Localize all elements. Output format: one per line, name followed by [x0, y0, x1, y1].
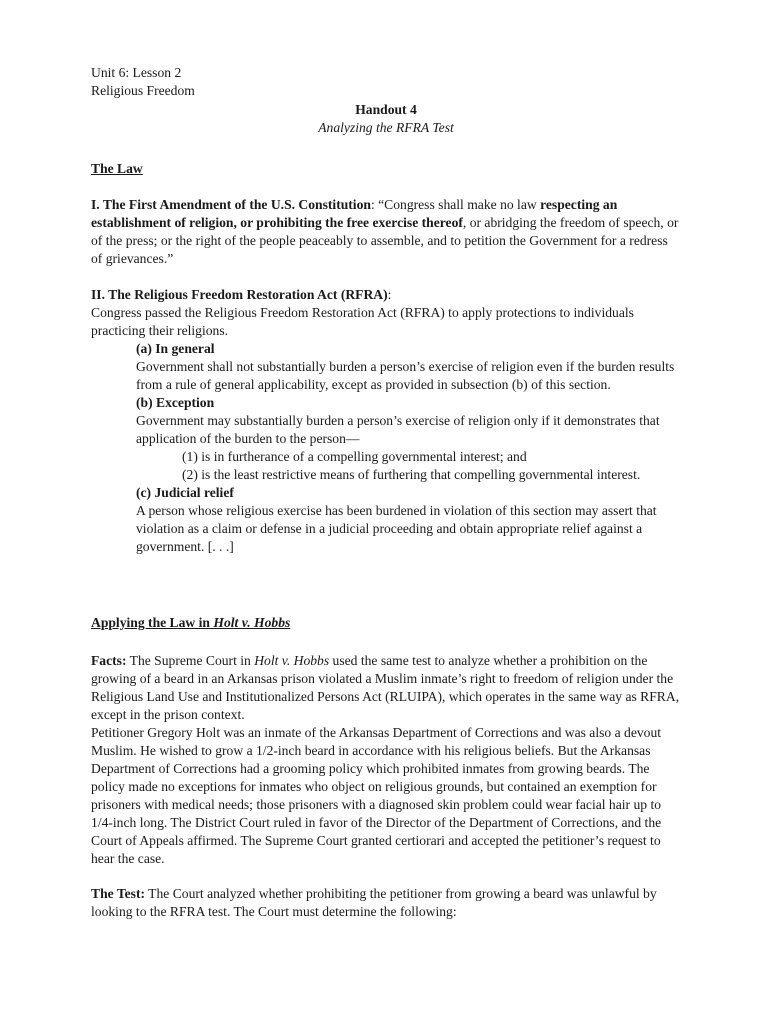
handout-title: Handout 4 [355, 102, 417, 117]
applying-heading-block [91, 614, 681, 632]
rfra-intro: Congress passed the Religious Freedom Restoration Act (RFRA) to apply protections to individuals practicing their religions. [91, 305, 634, 338]
facts-paragraph-2: Petitioner Gregory Holt was an inmate of the Arkansas Department of Corrections and was also a devout Muslim. He wished to grow a 1/2-inch beard in accordance with his religious beliefs. But the Arkansas Department of Corrections had a grooming policy which prohibited inmates from growing beards. The policy made no exceptions for inmates who object on religious grounds, but contained an exemption for prisoners with medical needs; those prisoners with a diagnosed skin problem could wear facial hair up to 1/4-inch long. The District Court ruled in favor of the Director of the Department of Corrections, and the Court of Appeals affirmed. The Supreme Court granted certiorari and accepted the petitioner’s request to hear the case. [91, 725, 662, 866]
rfra-a-title: (a) In general [136, 341, 215, 356]
rfra-label: II. The Religious Freedom Restoration Act (RFRA) [91, 287, 388, 302]
rfra-b-text: Government may substantially burden a person’s exercise of religion only if it demonstrates that application of the burden to the person— [136, 413, 660, 446]
topic-label: Religious Freedom [91, 83, 195, 98]
applying-heading [91, 614, 681, 632]
rfra-c-text: A person whose religious exercise has been burdened in violation of this section may assert that violation as a claim or defense in a judicial proceeding and obtain appropriate relief against a government. [. . .] [136, 503, 657, 554]
test-text: The Court analyzed whether prohibiting the petitioner from growing a beard was unlawful by looking to the RFRA test. The Court must determine the following: [91, 886, 657, 919]
test-section [91, 885, 681, 921]
rfra-b-item-1: (1) is in furtherance of a compelling governmental interest; and [182, 449, 527, 464]
unit-label: Unit 6: Lesson 2 [91, 65, 182, 80]
facts-text-a: The Supreme Court in [126, 653, 255, 668]
handout-subtitle: Analyzing the RFRA Test [318, 120, 454, 135]
law-heading-block [91, 160, 681, 178]
first-amendment-bold-clause: respecting an establishment of religion, or prohibiting the free exercise thereof [91, 197, 618, 230]
test-label: The Test: [91, 886, 146, 901]
first-amendment-rest: , or abridging the freedom of speech, or of the press; or the right of the people peaceably to assemble, and to petition the Government for a redress of grievances.” [91, 215, 679, 266]
rfra-b-item-2: (2) is the least restrictive means of furthering that compelling governmental interest. [182, 467, 641, 482]
facts-label: Facts: [91, 653, 127, 668]
rfra-c-title: (c) Judicial relief [136, 485, 234, 500]
header-block [91, 64, 681, 137]
applying-heading-prefix: Applying the Law in [91, 615, 214, 630]
law-heading: The Law [91, 161, 143, 176]
rfra-colon: : [387, 287, 392, 302]
first-amendment-label: I. The First Amendment of the U.S. Constitution [91, 197, 371, 212]
facts-case-name: Holt v. Hobbs [254, 653, 330, 668]
facts-section [91, 652, 681, 868]
first-amendment-paragraph [91, 196, 681, 268]
facts-text-b: used the same test to analyze whether a prohibition on the growing of a beard in an Arkansas prison violated a Muslim inmate’s right to freedom of religion under the Religious Land Use and Institutionalized Persons Act (RLUIPA), which operates in the same way as RFRA, except in the prison context. [91, 653, 680, 722]
applying-heading-case: Holt v. Hobbs [213, 615, 291, 630]
first-amendment-quote-start: : “Congress shall make no law [370, 197, 541, 212]
rfra-a-text: Government shall not substantially burden a person’s exercise of religion even if the burden results from a rule of general applicability, except as provided in subsection (b) of this section. [136, 359, 675, 392]
rfra-b-title: (b) Exception [136, 395, 215, 410]
rfra-section [91, 286, 681, 556]
